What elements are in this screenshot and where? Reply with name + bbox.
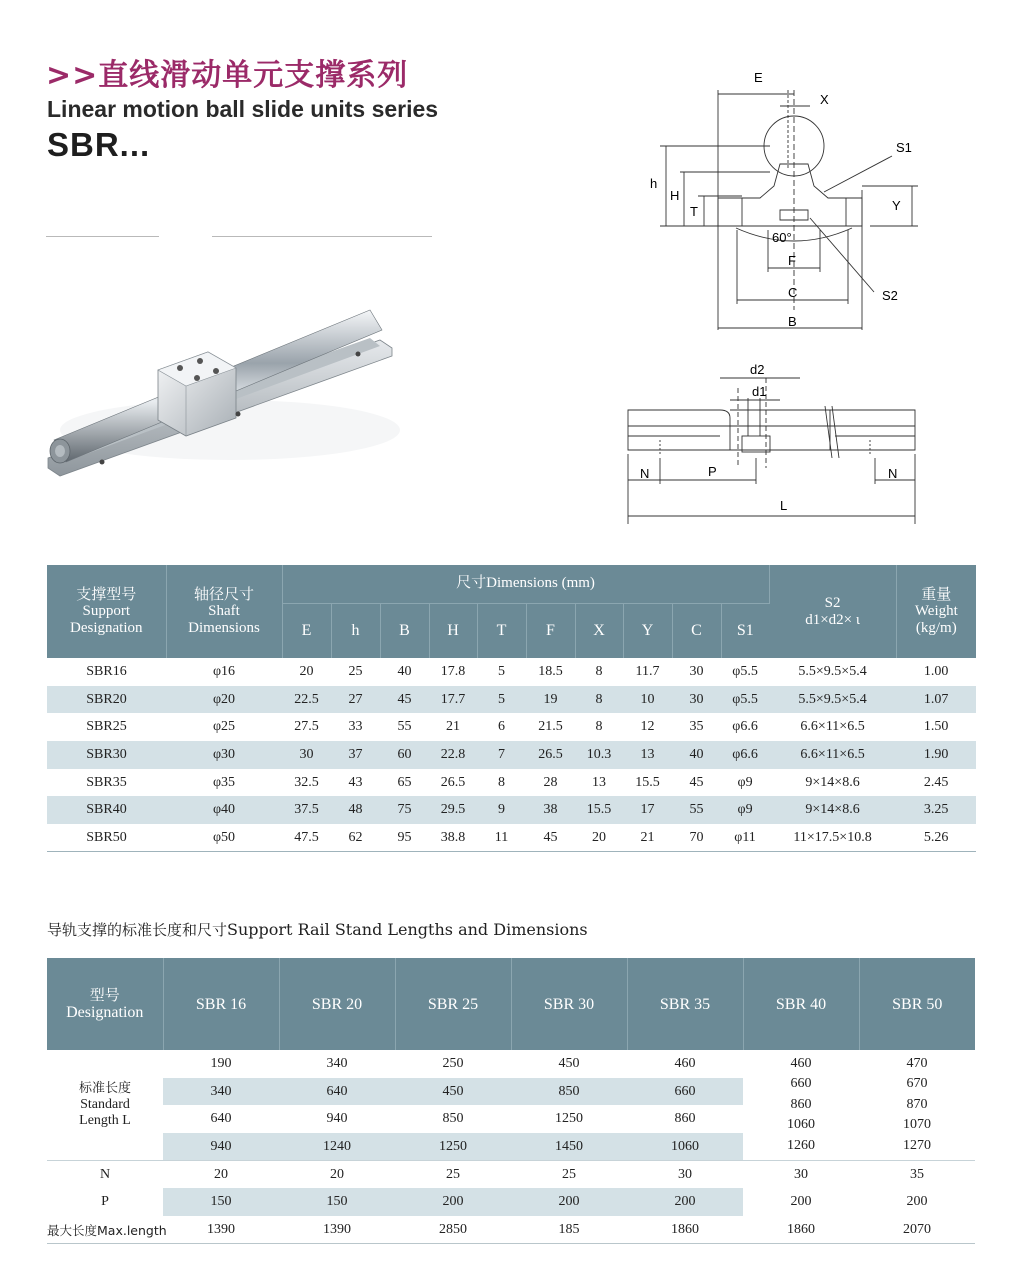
header-dim-s1: S1	[721, 603, 769, 658]
header-dim-h: h	[331, 603, 380, 658]
bolt-hole	[197, 358, 203, 364]
table-cell: φ20	[166, 686, 282, 714]
table-cell: 21.5	[538, 719, 563, 735]
table-cell: 640	[279, 1078, 395, 1106]
row-label: 最大长度Max.length	[47, 1216, 163, 1244]
table-cell: φ11	[721, 824, 769, 852]
table-cell: 5.5×9.5×5.4	[769, 686, 896, 714]
header-model: SBR 20	[279, 958, 395, 1050]
divider-right	[212, 236, 432, 237]
table-cell: 250	[442, 1055, 464, 1071]
table-cell: 1250	[395, 1133, 511, 1161]
stacked-lengths	[743, 1050, 859, 1161]
table-cell: φ50	[166, 824, 282, 852]
mount-hole	[356, 352, 361, 357]
table-cell: 48	[331, 796, 380, 824]
table-cell: 45	[689, 774, 704, 790]
table-cell: φ30	[166, 741, 282, 769]
table-cell: φ6.6	[732, 719, 758, 735]
table-cell: 70	[672, 824, 721, 852]
table-cell: 30	[282, 741, 331, 769]
table-cell: 27.5	[294, 719, 319, 735]
table-cell: 45	[526, 824, 575, 852]
table-cell: 2070	[859, 1216, 975, 1244]
label-l: L	[780, 498, 788, 513]
table-cell: 38.8	[429, 824, 477, 852]
label-s2: S2	[882, 288, 898, 303]
page-title-cn: >>直线滑动单元支撑系列	[46, 58, 409, 93]
header-model: SBR 50	[859, 958, 975, 1050]
table-cell: 9×14×8.6	[805, 774, 860, 790]
header-shaft: 轴径尺寸 Shaft Dimensions	[166, 565, 282, 658]
table-cell: 40	[397, 663, 412, 679]
table-cell: φ35	[212, 774, 236, 790]
table-cell: φ16	[212, 663, 236, 679]
table-cell: 660	[627, 1078, 743, 1106]
label-f: F	[788, 253, 796, 268]
table-cell: 1.07	[896, 686, 976, 714]
table-cell: 5	[498, 663, 505, 679]
table-cell: 1060	[627, 1133, 743, 1161]
table-cell: 9	[477, 796, 526, 824]
label-t: T	[690, 204, 698, 219]
header-model: SBR 16	[163, 958, 279, 1050]
dimensions-table	[47, 565, 976, 852]
header-model: SBR 25	[395, 958, 511, 1050]
table-cell: 28	[543, 774, 558, 790]
table-cell: 2.45	[923, 774, 949, 790]
table-cell: 5	[477, 686, 526, 714]
table-cell: 45	[380, 686, 429, 714]
table-row	[47, 824, 976, 852]
table-cell: 27	[331, 686, 380, 714]
table-cell: SBR40	[47, 796, 166, 824]
label-s1: S1	[896, 140, 912, 155]
header-dim-h: H	[429, 603, 477, 658]
header-dim-y: Y	[623, 603, 672, 658]
label-h-small: h	[650, 176, 658, 191]
table-cell: 95	[380, 824, 429, 852]
table-cell: 55	[672, 796, 721, 824]
header-s2: S2 d1×d2× ι	[769, 565, 896, 658]
rail-lengths-table	[47, 958, 975, 1244]
header-model: SBR 30	[511, 958, 627, 1050]
page-title-en: Linear motion ball slide units series	[47, 96, 439, 122]
header-model: SBR 40	[743, 958, 859, 1050]
label-angle: 60°	[772, 230, 792, 245]
table-cell: 40	[672, 741, 721, 769]
rail-left	[628, 410, 730, 450]
table-cell: 185	[511, 1216, 627, 1244]
table-cell: 450	[558, 1055, 580, 1071]
table-cell: 1250	[555, 1111, 583, 1127]
label-n-left: N	[640, 466, 650, 481]
table-cell: 460	[674, 1055, 696, 1071]
table-cell: SBR16	[86, 663, 127, 679]
table-cell: 3.25	[896, 796, 976, 824]
length-value: 1070	[903, 1117, 931, 1133]
table-cell: 6.6×11×6.5	[769, 741, 896, 769]
table-cell: 55	[397, 719, 412, 735]
label-h: H	[670, 188, 680, 203]
table-cell: 26.5	[440, 774, 466, 790]
table-cell: 30	[672, 686, 721, 714]
table-cell: 200	[395, 1188, 511, 1216]
table-cell: 15.5	[635, 774, 660, 790]
table-cell: 17	[623, 796, 672, 824]
table-cell: SBR35	[86, 774, 127, 790]
table-cell: 17.7	[429, 686, 477, 714]
length-value: 1270	[903, 1137, 931, 1153]
table-cell: 37	[331, 741, 380, 769]
support-profile	[718, 164, 862, 226]
table-cell: 47.5	[282, 824, 331, 852]
label-x: X	[820, 92, 829, 107]
table-cell: SBR50	[47, 824, 166, 852]
table-row	[47, 796, 976, 824]
bolt-hole	[194, 375, 200, 381]
model-series: SBR...	[47, 126, 151, 163]
table-cell: φ40	[166, 796, 282, 824]
section-title: 导轨支撑的标准长度和尺寸Support Rail Stand Lengths and Dimensions	[47, 920, 588, 939]
row-label: P	[101, 1194, 109, 1210]
table-cell: 850	[511, 1078, 627, 1106]
table-cell: 150	[279, 1188, 395, 1216]
bolt-hole	[213, 368, 219, 374]
row-label: N	[47, 1161, 163, 1189]
table-cell: φ5.5	[721, 686, 769, 714]
table-cell: 860	[674, 1111, 696, 1127]
table-cell: 37.5	[282, 796, 331, 824]
table-cell: 20	[299, 663, 314, 679]
header-dim-x: X	[575, 603, 623, 658]
table-cell: 33	[348, 719, 363, 735]
table-cell: 9×14×8.6	[769, 796, 896, 824]
table-row	[47, 1050, 975, 1078]
table-cell: 29.5	[429, 796, 477, 824]
label-p: P	[708, 464, 717, 479]
cross-section-drawing	[630, 60, 930, 340]
table-cell: 6	[498, 719, 505, 735]
table-row	[47, 658, 976, 686]
table-cell: 30	[689, 663, 704, 679]
length-value: 1260	[787, 1137, 815, 1153]
table-cell: 5.26	[896, 824, 976, 852]
header-dimensions: 尺寸Dimensions (mm)	[282, 565, 769, 603]
table-cell: 1390	[163, 1216, 279, 1244]
table-cell: SBR30	[47, 741, 166, 769]
table-cell: 20	[279, 1161, 395, 1189]
table-cell: 12	[640, 719, 655, 735]
table-cell: 25	[348, 663, 363, 679]
table-cell: 35	[859, 1161, 975, 1189]
label-n-right: N	[888, 466, 898, 481]
header-designation: 支撑型号 Support Designation	[47, 565, 166, 658]
table-cell: 8	[575, 686, 623, 714]
table-cell: 340	[163, 1078, 279, 1106]
label-e: E	[754, 70, 763, 85]
table-row	[47, 713, 976, 741]
table-cell: 17.8	[440, 663, 466, 679]
table-cell: SBR25	[86, 719, 127, 735]
header-designation: 型号 Designation	[47, 958, 163, 1050]
table-cell: 8	[595, 719, 603, 735]
table-cell: 22.5	[282, 686, 331, 714]
table-cell: φ6.6	[721, 741, 769, 769]
table-cell: 7	[477, 741, 526, 769]
row-p	[47, 1188, 975, 1216]
table-cell: 940	[163, 1133, 279, 1161]
product-illustration	[40, 290, 405, 490]
row-max	[47, 1216, 975, 1244]
table-cell: φ5.5	[732, 663, 758, 679]
table-cell: 30	[627, 1161, 743, 1189]
header-weight: 重量 Weight (kg/m)	[896, 565, 976, 658]
table-cell: 38	[526, 796, 575, 824]
length-value: 1060	[787, 1117, 815, 1133]
table-cell: φ9	[737, 774, 753, 790]
label-en: Standard	[80, 1097, 130, 1113]
table-cell: 150	[163, 1188, 279, 1216]
table-row	[47, 741, 976, 769]
label-c: C	[788, 285, 798, 300]
table-cell: 8	[498, 774, 505, 790]
length-value: 470	[906, 1055, 928, 1071]
table-cell: 60	[380, 741, 429, 769]
table-cell: φ25	[212, 719, 236, 735]
table-cell: 15.5	[575, 796, 623, 824]
stacked-lengths	[859, 1050, 975, 1161]
table-cell: 450	[395, 1078, 511, 1106]
header-dim-t: T	[477, 603, 526, 658]
table-cell: 1.90	[896, 741, 976, 769]
table-cell: 6.6×11×6.5	[800, 719, 865, 735]
length-value: 870	[906, 1096, 928, 1112]
mount-hole	[236, 412, 241, 417]
table-row	[47, 769, 976, 797]
table-cell: 35	[689, 719, 704, 735]
table-cell: 32.5	[294, 774, 319, 790]
table-cell: 5.5×9.5×5.4	[798, 663, 867, 679]
label-b: B	[788, 314, 797, 329]
table-cell: 200	[790, 1194, 812, 1210]
table-cell: 26.5	[526, 741, 575, 769]
table-row	[47, 686, 976, 714]
length-value: 670	[906, 1076, 928, 1092]
table-cell: 20	[575, 824, 623, 852]
length-value: 660	[790, 1076, 812, 1092]
table-cell: 11	[477, 824, 526, 852]
header-dim-e: E	[282, 603, 331, 658]
length-value: 460	[790, 1055, 812, 1071]
table-cell: 11×17.5×10.8	[769, 824, 896, 852]
label-en: Length L	[79, 1113, 131, 1129]
header-model: SBR 35	[627, 958, 743, 1050]
table-cell: 21	[446, 719, 460, 735]
table-cell: 190	[210, 1055, 232, 1071]
divider-left	[46, 236, 159, 237]
table-cell: 19	[526, 686, 575, 714]
table-cell: 30	[743, 1161, 859, 1189]
table-cell: φ9	[721, 796, 769, 824]
table-cell: 1860	[743, 1216, 859, 1244]
table-cell: 940	[326, 1111, 348, 1127]
header-dim-c: C	[672, 603, 721, 658]
table-cell: 1860	[627, 1216, 743, 1244]
table-cell: 13	[592, 774, 606, 790]
table-cell: 2850	[395, 1216, 511, 1244]
table-cell: 11.7	[635, 663, 660, 679]
table-cell: 25	[511, 1161, 627, 1189]
mount-hole	[100, 460, 105, 465]
table-cell: 43	[348, 774, 363, 790]
table-cell: 640	[210, 1111, 232, 1127]
table-cell: 200	[627, 1188, 743, 1216]
table-cell: 20	[163, 1161, 279, 1189]
table-cell: 200	[906, 1194, 928, 1210]
label-cn: 标准长度	[78, 1081, 131, 1097]
table-cell: SBR20	[47, 686, 166, 714]
table-cell: 8	[595, 663, 603, 679]
length-value: 860	[790, 1096, 812, 1112]
bolt-hole	[177, 365, 183, 371]
table-cell: 18.5	[538, 663, 563, 679]
table-cell: 1390	[279, 1216, 395, 1244]
table-cell: 1450	[511, 1133, 627, 1161]
table-cell: 62	[331, 824, 380, 852]
table-cell: 1.00	[923, 663, 949, 679]
label-d2: d2	[750, 362, 765, 377]
table-cell: 10.3	[575, 741, 623, 769]
side-view-drawing	[620, 358, 920, 524]
table-cell: 340	[326, 1055, 348, 1071]
header-dim-b: B	[380, 603, 429, 658]
table-cell: 1.50	[923, 719, 949, 735]
table-cell: 13	[623, 741, 672, 769]
table-cell: 21	[623, 824, 672, 852]
row-n	[47, 1161, 975, 1189]
table-cell: 200	[511, 1188, 627, 1216]
table-cell: 25	[395, 1161, 511, 1189]
table-cell: 10	[623, 686, 672, 714]
row-label-std-length	[47, 1050, 163, 1161]
table-cell: 75	[380, 796, 429, 824]
table-cell: 850	[442, 1111, 464, 1127]
label-y: Y	[892, 198, 901, 213]
table-cell: 65	[397, 774, 412, 790]
label-d1: d1	[752, 384, 767, 399]
table-cell: 22.8	[429, 741, 477, 769]
header-dim-f: F	[526, 603, 575, 658]
table-cell: 1240	[279, 1133, 395, 1161]
